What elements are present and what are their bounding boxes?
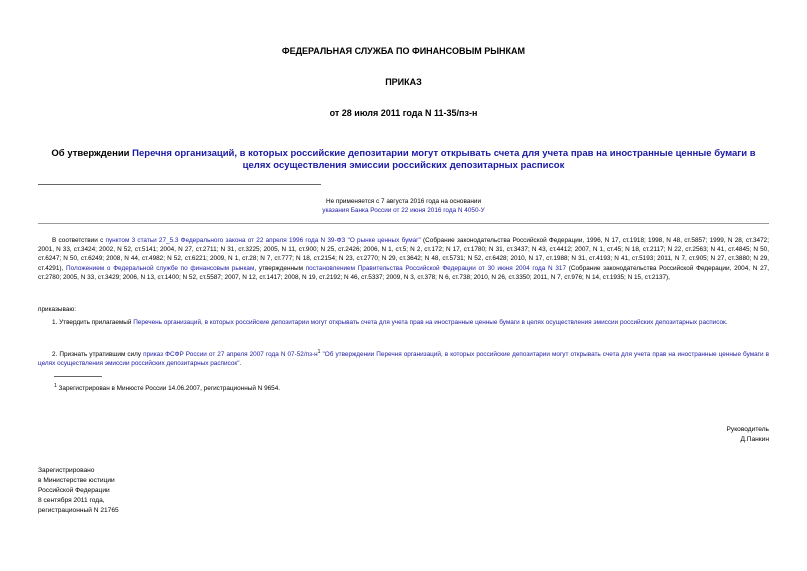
agency-name: ФЕДЕРАЛЬНАЯ СЛУЖБА ПО ФИНАНСОВЫМ РЫНКАМ xyxy=(281,46,526,56)
separator-short xyxy=(38,184,321,185)
registration-line: в Министерстве юстиции xyxy=(38,477,115,484)
item-1-text: 1. Утвердить прилагаемый xyxy=(52,319,134,326)
law-link[interactable]: пунктом 3 статьи 27_5.3 Федерального закона от 22 апреля 1996 года N 39-ФЗ "О рынке ценных бумаг" xyxy=(105,237,421,244)
preamble-paragraph xyxy=(38,236,769,282)
registration-line: Зарегистрировано xyxy=(38,467,95,474)
signature-block xyxy=(727,425,769,445)
item-2-text: 2. Признать утратившим силу xyxy=(52,351,144,359)
item-1-end: . xyxy=(725,319,728,326)
order-word: приказываю: xyxy=(38,306,76,313)
registration-line: Российской Федерации xyxy=(38,487,110,494)
preamble-text-1: В соответствии с xyxy=(52,237,106,244)
item-1 xyxy=(38,318,769,327)
document-date-number: от 28 июля 2011 года N 11-35/пз-н xyxy=(329,108,478,118)
title-link[interactable]: Перечня организаций, в которых российские депозитарии могут открывать счета для учета прав на иностранные ценные бумаги в целях осуществления эмиссии российских депозитарных расписок xyxy=(132,148,756,171)
notice-link[interactable]: указания Банка России от 22 июня 2016 года N 4050-У xyxy=(322,207,485,214)
footnote-mark: 1 xyxy=(54,383,57,389)
repealed-order-link[interactable]: приказ ФСФР России от 27 апреля 2007 года N 07-52/пз-н xyxy=(143,351,318,359)
footnote-text: Зарегистрирован в Минюсте России 14.06.2007, регистрационный N 9654. xyxy=(56,385,281,393)
item-2 xyxy=(38,348,769,369)
government-decree-link[interactable]: постановлением Правительства Российской Федерации от 30 июня 2004 года N 317 xyxy=(305,264,567,272)
document-type: ПРИКАЗ xyxy=(385,77,422,87)
registration-block xyxy=(38,466,119,516)
signatory-name: Д.Панкин xyxy=(740,436,769,443)
signatory-position: Руководитель xyxy=(726,426,769,433)
regulation-link[interactable]: Положением о Федеральной службе по финансовым рынкам xyxy=(66,264,255,272)
approved-list-link[interactable]: Перечень организаций, в которых российские депозитарии могут открывать счета для учета прав на иностранные ценные бумаги в целях осуществления эмиссии российских депозитарных расписок xyxy=(133,319,726,326)
preamble-text-3: , утвержденным xyxy=(254,264,306,272)
title-prefix: Об утверждении xyxy=(51,148,133,159)
notice xyxy=(0,197,807,215)
separator-full xyxy=(38,223,769,224)
footnote-ref: 1 xyxy=(317,349,321,355)
preamble-text-2: (Собрание законодательства Российской Федерации, 1996, N 17, ст.1918; 1998, N 48, ст.5857; 1999, N 28, ст.3472; 2001, N 33, ст.3424; 2002, N 52, ст.5141; 2004, N 27, ст.2711; N 31, ст.3225; 2005, N 11, ст.900; N 25, ст.2426; 2006, N 1, ст.5; N 2, ст.172; N 17, ст.1780; N 31, ст.3437; N 43, ст.4412; 2007, N 1, ст.45; N 18, ст.2117; N 22, ст.2563; N 41, ст.4845; N 50, ст.6247; N 50, ст.6249; 2008, N 44, ст.4982; N 52, ст.6221; 2009, N 1, ст.28; N 7, ст.777; N 18, ст.2154; N 23, ст.2770; N 29, ст.3642; N 48, ст.5731; N 52, ст.6428; 2010, N 17, ст.1988; N 31, ст.4193; N 41, ст.5193; 2011, N 7, ст.905; N 27, ст.3880; N 29, ст.4291), xyxy=(38,237,769,272)
document-title xyxy=(40,148,767,172)
footnote xyxy=(54,382,280,393)
registration-line: регистрационный N 21765 xyxy=(38,507,119,514)
preamble-text-4: (Собрание законодательства Российской Федерации, 2004, N 27, ст.2780; 2005, N 33, ст.3429; 2006, N 13, ст.1400; N 52, ст.5587; 2007, N 12, ст.1417; 2008, N 19, ст.2192; N 46, ст.5337; 2009, N 3, ст.378; N 6, ст.738; 2010, N 26, ст.3350; 2011, N 7, ст.976; N 14, ст.1935; N 15, ст.2137), xyxy=(38,264,769,281)
footnote-separator xyxy=(54,376,102,377)
repealed-order-title[interactable]: "Об утверждении Перечня организаций, в которых российские депозитарии могут открывать счета для учета прав на иностранные ценные бумаги в целях осуществления эмиссии российских депозитарных расписок". xyxy=(38,351,769,368)
registration-line: 8 сентября 2011 года, xyxy=(38,497,105,504)
notice-text: Не применяется с 7 августа 2016 года на основании xyxy=(325,198,482,205)
